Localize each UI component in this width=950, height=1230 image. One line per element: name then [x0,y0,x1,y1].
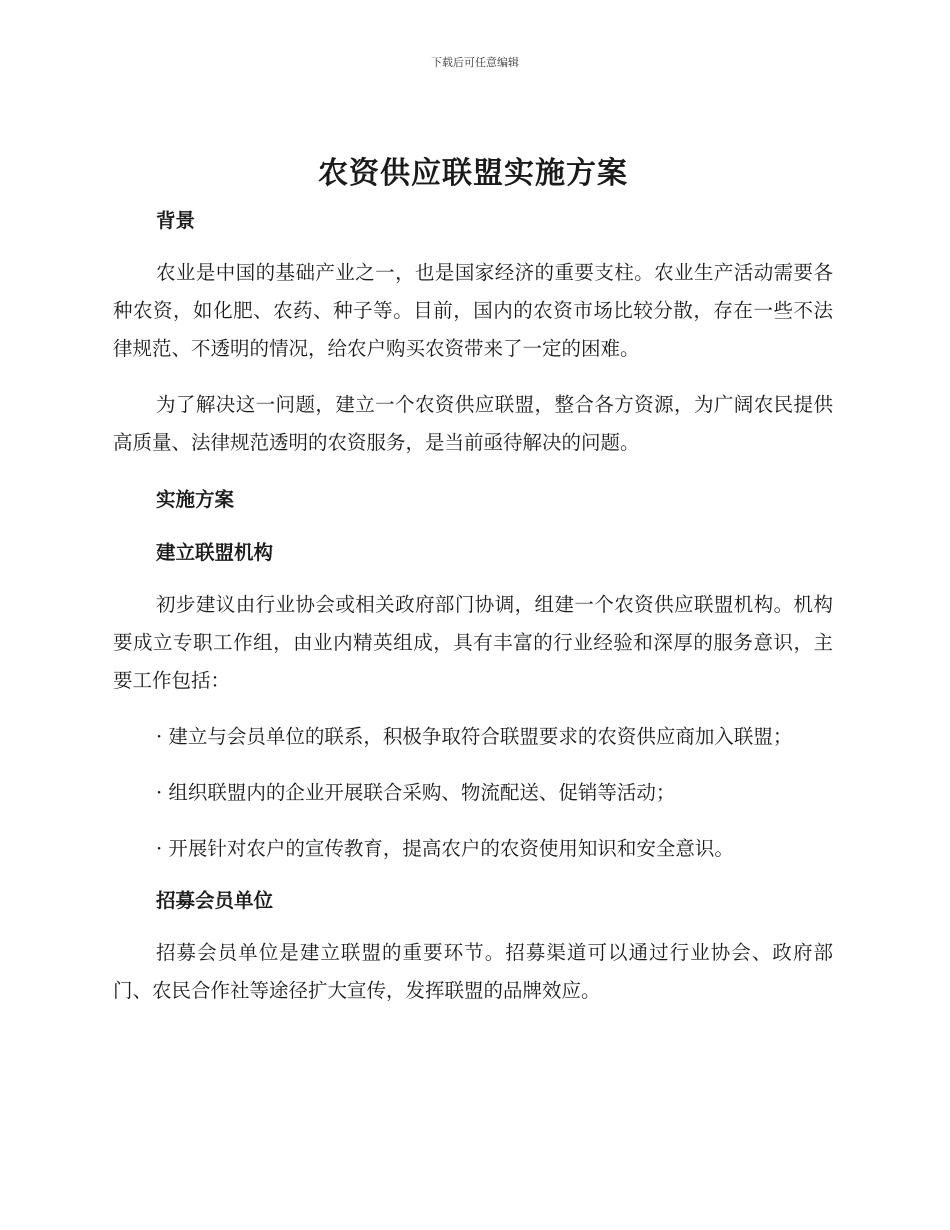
paragraph-organization-1: 初步建议由行业协会或相关政府部门协调，组建一个农资供应联盟机构。机构要成立专职工作组，由业内精英组成，具有丰富的行业经验和深厚的服务意识，主要工作包括： [113,593,833,692]
bullet-item-2: · 组织联盟内的企业开展联合采购、物流配送、促销等活动； [156,781,676,804]
section-heading-organization: 建立联盟机构 [156,541,274,564]
paragraph-background-2: 为了解决这一问题，建立一个农资供应联盟，整合各方资源，为广阔农民提供高质量、法律规范透明的农资服务，是当前亟待解决的问题。 [113,393,833,454]
section-heading-background: 背景 [156,209,196,232]
section-heading-recruit: 招募会员单位 [156,889,274,912]
bullet-item-1: · 建立与会员单位的联系，积极争取符合联盟要求的农资供应商加入联盟； [156,725,793,748]
header-note: 下载后可任意编辑 [431,56,519,69]
paragraph-recruit-1: 招募会员单位是建立联盟的重要环节。招募渠道可以通过行业协会、政府部门、农民合作社等途径扩大宣传，发挥联盟的品牌效应。 [113,941,833,1002]
document-body [113,148,833,1010]
bullet-item-3: · 开展针对农户的宣传教育，提高农户的农资使用知识和安全意识。 [156,837,734,860]
document-title: 农资供应联盟实施方案 [318,156,628,191]
paragraph-background-1: 农业是中国的基础产业之一，也是国家经济的重要支柱。农业生产活动需要各种农资，如化肥、农药、种子等。目前，国内的农资市场比较分散，存在一些不法律规范、不透明的情况，给农户购买农资带来了一定的困难。 [113,261,833,360]
section-heading-plan: 实施方案 [156,488,235,511]
